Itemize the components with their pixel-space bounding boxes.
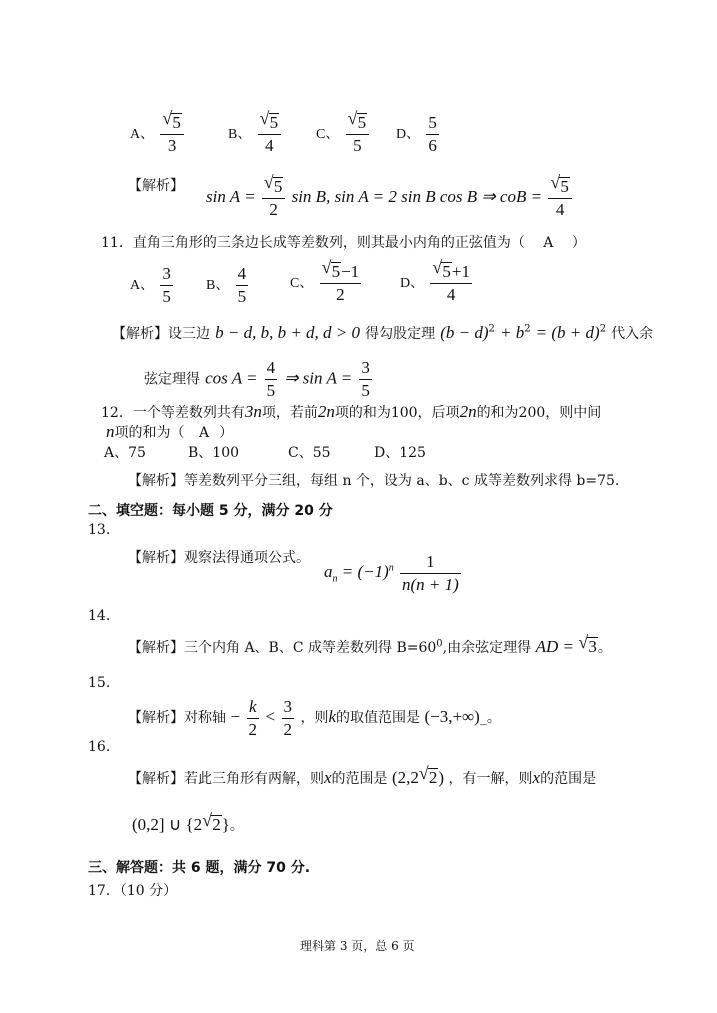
q13-solution: 【解析】观察法得通项公式。 bbox=[128, 550, 310, 566]
q15-number: 15. bbox=[88, 675, 111, 691]
q10-option-b-fraction: √ 5 4 bbox=[258, 113, 282, 155]
q11-option-b: B、 $\frac{4}{5}$ bbox=[206, 264, 247, 306]
q14-solution: 【解析】三个内角 A、B、C 成等差数列得 $B=60^0$,由余弦定理得 AD = √ 3。 bbox=[128, 632, 612, 656]
q10-option-c-fraction: √ 5 5 bbox=[346, 113, 370, 155]
page-footer: 理科第 3 页，总 6 页 bbox=[300, 939, 415, 953]
q16-number: 16. bbox=[88, 739, 111, 755]
q11-answer: A bbox=[543, 235, 554, 251]
q10-option-b bbox=[228, 108, 283, 155]
q15-solution: 【解析】对称轴 − $\frac{k}{2}$ < $\frac{3}{2}$ ，则k的取值范围是 (−3,+∞)_。 bbox=[128, 697, 501, 739]
sol12: 【解析】等差数列平分三组，每组 n 个，设为 a、b、c 成等差数列求得 b=75. bbox=[128, 473, 620, 489]
q13-formula: $a_n = (-1)^n$ $\frac{1}{n(n + 1)}$ bbox=[324, 552, 459, 594]
q11-option-d: D、 √ 5+1 4 bbox=[400, 257, 470, 304]
sol11-line1: 【解析】设三边 b − d, b, b + d, d > 0 得勾股定理 $(b - d)^2 + b^2 = (b + d)^2$ 代入余 bbox=[112, 323, 654, 342]
q14-number: 14. bbox=[88, 608, 111, 624]
section-2-heading: 二、填空题：每小题 5 分，满分 20 分 bbox=[88, 503, 333, 519]
q10-options bbox=[130, 108, 186, 155]
q10-option-a-label: A、 bbox=[130, 127, 155, 143]
sol10-formula: sin A = √ 5 2 sin B, sin A = 2 sin B cos B ⇒ coB = √ 5 4 bbox=[206, 177, 574, 219]
q10-option-c-label: C、 bbox=[316, 127, 340, 143]
q11-option-a: A、 $\frac{3}{5}$ bbox=[130, 264, 171, 306]
q13-number: 13. bbox=[88, 522, 111, 538]
q10-option-d bbox=[396, 113, 441, 155]
sol11-line2: 弦定理得 cos A = $\frac{4}{5}$ ⇒ sin A = $\frac{3}{5}$ bbox=[144, 358, 370, 400]
q12-answer: A bbox=[198, 425, 210, 441]
q11-option-c: C、 √ 5−1 2 bbox=[290, 257, 360, 304]
q10-option-d-fraction: $\frac{5}{6}$ bbox=[428, 113, 437, 155]
section-3-heading: 三、解答题：共 6 题，满分 70 分. bbox=[88, 860, 311, 876]
q10-option-b-label: B、 bbox=[228, 127, 252, 143]
sol10-tag: 【解析】 bbox=[128, 178, 184, 194]
q12-stem-line1: 12．一个等差数列共有3n项，若前2n项的和为100，后项2n的和为200，则中间 bbox=[101, 402, 602, 421]
q12-stem-line2: n项的和为（ A ） bbox=[106, 422, 234, 441]
q10-option-a-fraction: √ 5 3 bbox=[160, 113, 184, 155]
q17-number: 17．（10 分） bbox=[88, 883, 178, 899]
q11-stem: 11．直角三角形的三条边长成等差数列，则其最小内角的正弦值为（ A ） bbox=[101, 235, 586, 251]
q16-solution-line1: 【解析】若此三角形有两解，则x的范围是 (2,2 √ 2) ，有一解，则x的范围是 bbox=[128, 763, 597, 787]
q16-solution-line2: (0,2] ∪ {2 √ 2}。 bbox=[132, 810, 244, 834]
q10-option-c bbox=[316, 108, 371, 155]
q12-options: A、75 B、100 C、55 D、125 bbox=[104, 445, 426, 461]
q10-option-d-label: D、 bbox=[396, 126, 421, 142]
